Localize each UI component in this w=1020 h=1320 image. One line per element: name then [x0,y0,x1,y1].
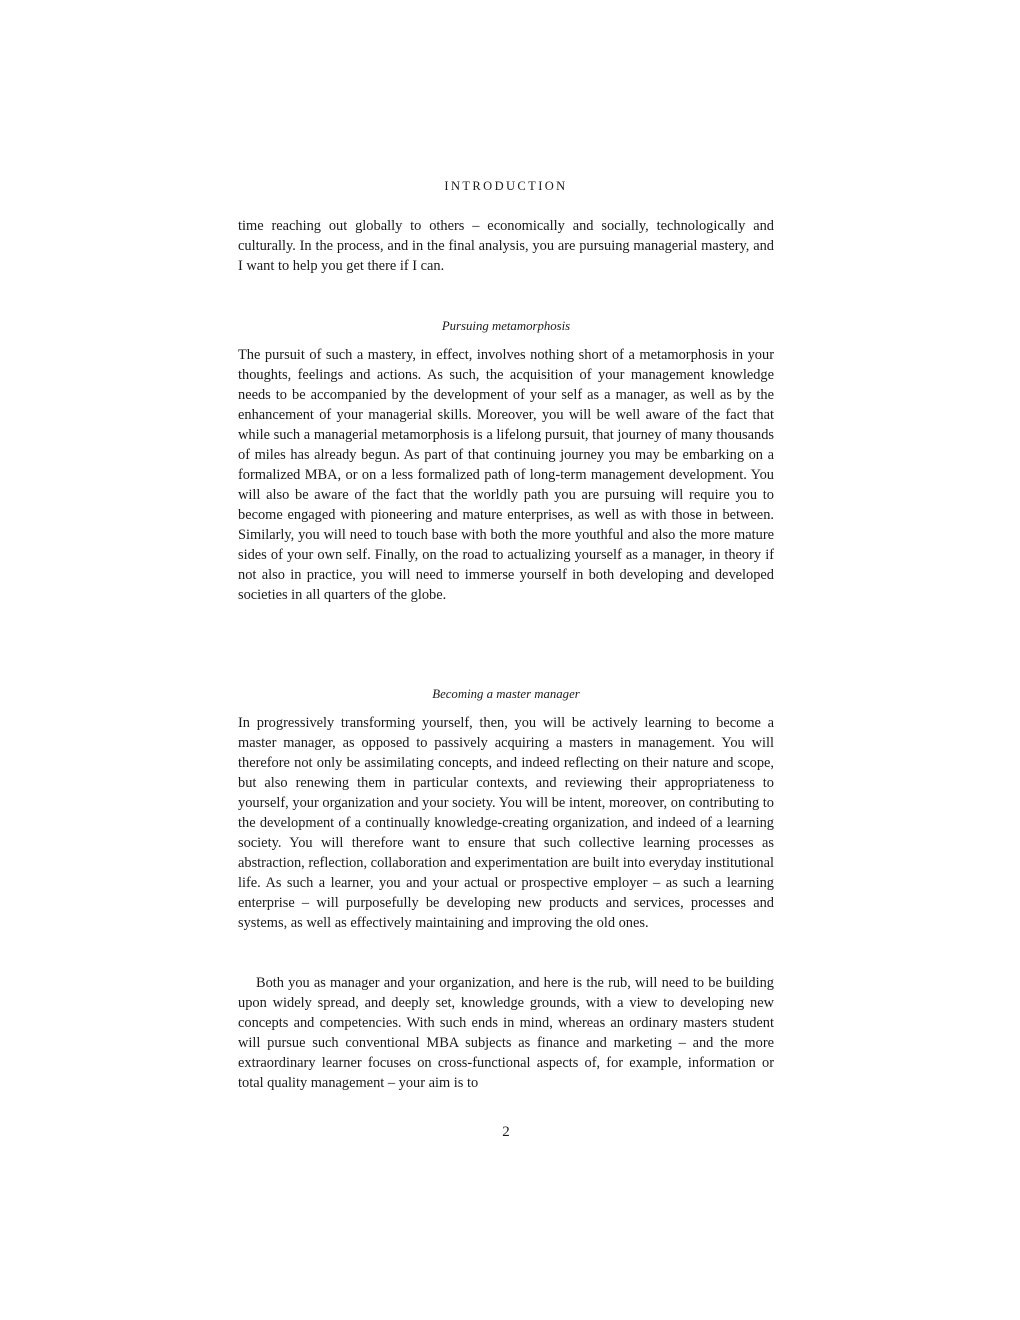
section-heading-master-manager: Becoming a master manager [432,687,580,701]
book-page [238,0,774,1320]
paragraph-master-manager-2: Both you as manager and your organization, and here is the rub, will need to be building upon widely spread, and deeply set, knowledge grounds, with a view to developing new concepts and competencies. With such ends in mind, whereas an ordinary masters student will pursue such conventional MBA subjects as finance and marketing – and the more extraordinary learner focuses on cross-functional aspects of, for example, information or total quality management – your aim is to [238,975,774,1091]
paragraph-metamorphosis: The pursuit of such a mastery, in effect, involves nothing short of a metamorphosis in your thoughts, feelings and actions. As such, the acquisition of your management knowledge needs to be accompanied by the development of your self as a manager, as well as by the enhancement of your managerial skills. Moreover, you will be well aware of the fact that while such a managerial metamorphosis is a lifelong pursuit, that journey of many thousands of miles has already begun. As part of that continuing journey you may be embarking on a formalized MBA, or on a less formalized path of long-term management development. You will also be aware of the fact that the worldly path you are pursuing will require you to become engaged with pioneering and mature enterprises, as well as with those in between. Similarly, you will need to touch base with both the more youthful and also the more mature sides of your own self. Finally, on the road to actualizing yourself as a manager, in theory if not also in practice, you will need to immerse yourself in both developing and developed societies in all quarters of the globe. [238,347,774,603]
paragraph-master-manager-1: In progressively transforming yourself, then, you will be actively learning to become a master manager, as opposed to passively acquiring a masters in management. You will therefore not only be assimilating concepts, and indeed reflecting on their nature and scope, but also renewing them in particular contexts, and reviewing their appropriateness to yourself, your organization and your society. You will be intent, moreover, on contributing to the development of a continually knowledge-creating organization, and indeed of a learning society. You will therefore want to ensure that such collective learning processes as abstraction, reflection, collaboration and experimentation are built into everyday institutional life. As such a learner, you and your actual or prospective employer – as such a learning enterprise – will purposefully be developing new products and services, processes and systems, as well as effectively maintaining and improving the old ones. [238,715,774,931]
section-heading-metamorphosis: Pursuing metamorphosis [441,319,571,333]
running-head: INTRODUCTION [444,179,568,193]
page-number: 2 [502,1124,510,1140]
paragraph-continuation: time reaching out globally to others – economically and socially, technologically and culturally. In the process, and in the final analysis, you are pursuing managerial mastery, and I want to help you get there if I can. [238,218,774,274]
